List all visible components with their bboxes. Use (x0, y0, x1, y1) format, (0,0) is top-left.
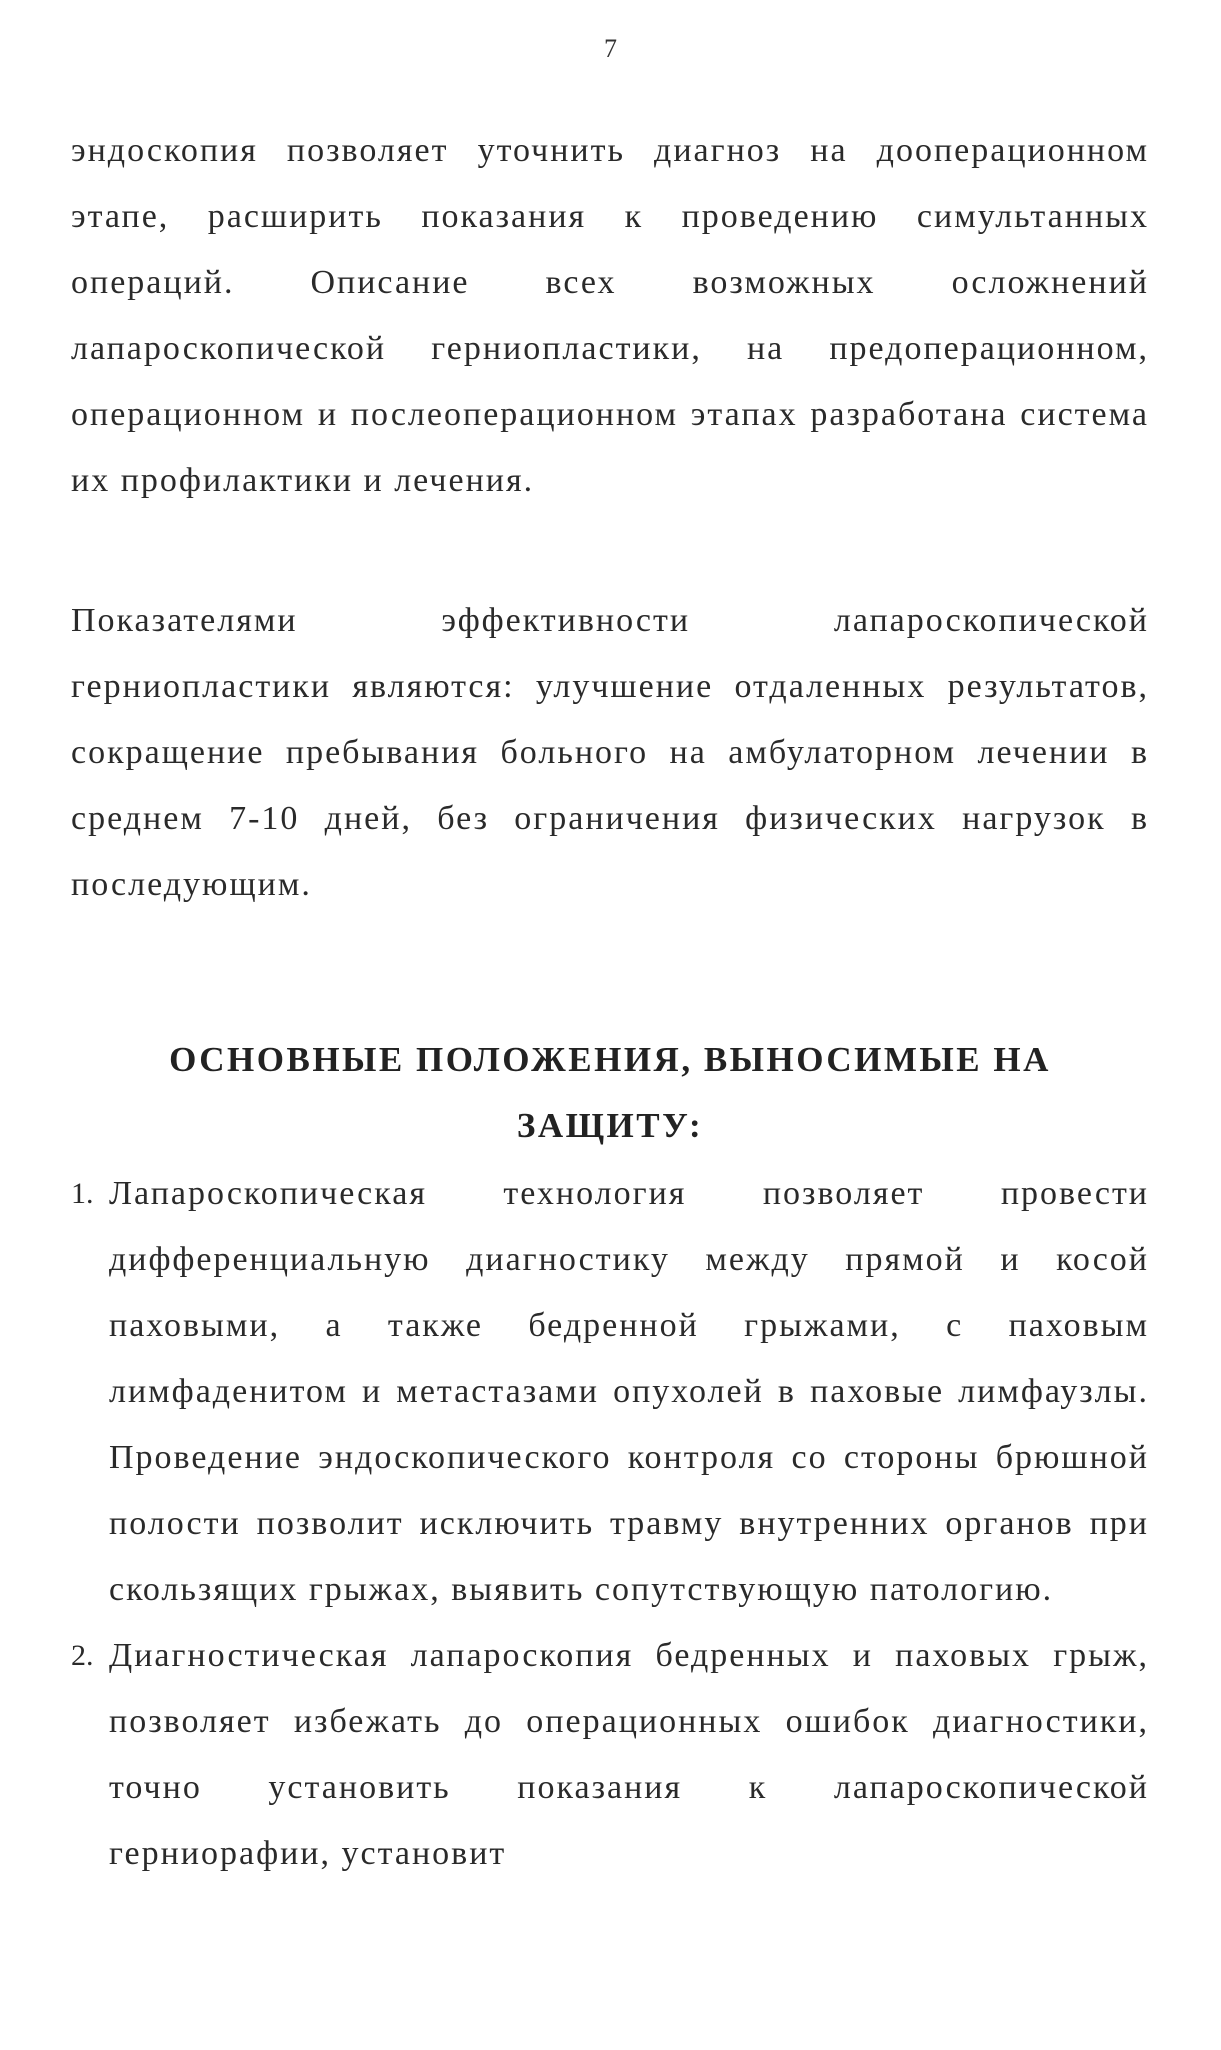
paragraph-2 (71, 588, 1149, 918)
list-item-text: Диагностическая лапароскопия бедренных и паховых грыж, позволяет избежать до операционных ошибок диагностики, точно установить показания к лапароскопической герниорафии, установит (109, 1637, 1149, 1872)
section-heading-line-1: ОСНОВНЫЕ ПОЛОЖЕНИЯ, ВЫНОСИМЫЕ НА (169, 1040, 1051, 1079)
list-item-number: 2. (71, 1639, 94, 1672)
paragraph-1 (71, 118, 1149, 514)
section-heading (71, 1027, 1149, 1159)
list-item-2 (71, 1623, 1149, 1887)
section-heading-line-2: ЗАЩИТУ: (516, 1106, 704, 1145)
page-number: 7 (604, 34, 617, 63)
list-item-number: 1. (71, 1177, 94, 1210)
numbered-list (71, 1161, 1149, 1887)
paragraph-text: эндоскопия позволяет уточнить диагноз на дооперационном этапе, расширить показания к проведению симультанных операций. Описание всех возможных осложнений лапароскопической герниопластики, на предоперационном, операционном и послеоперационном этапах разработана система их профилактики и лечения. (71, 132, 1149, 499)
list-item-1 (71, 1161, 1149, 1623)
list-item-text: Лапароскопическая технология позволяет провести дифференциальную диагностику между прямой и косой паховыми, а также бедренной грыжами, с паховым лимфаденитом и метастазами опухолей в паховые лимфаузлы. Проведение эндоскопического контроля со стороны брюшной полости позволит исключить травму внутренних органов при скользящих грыжах, выявить сопутствующую патологию. (109, 1175, 1149, 1608)
paragraph-text: Показателями эффективности лапароскопической герниопластики являются: улучшение отдаленных результатов, сокращение пребывания больного на амбулаторном лечении в среднем 7-10 дней, без ограничения физических нагрузок в последующим. (71, 602, 1149, 903)
